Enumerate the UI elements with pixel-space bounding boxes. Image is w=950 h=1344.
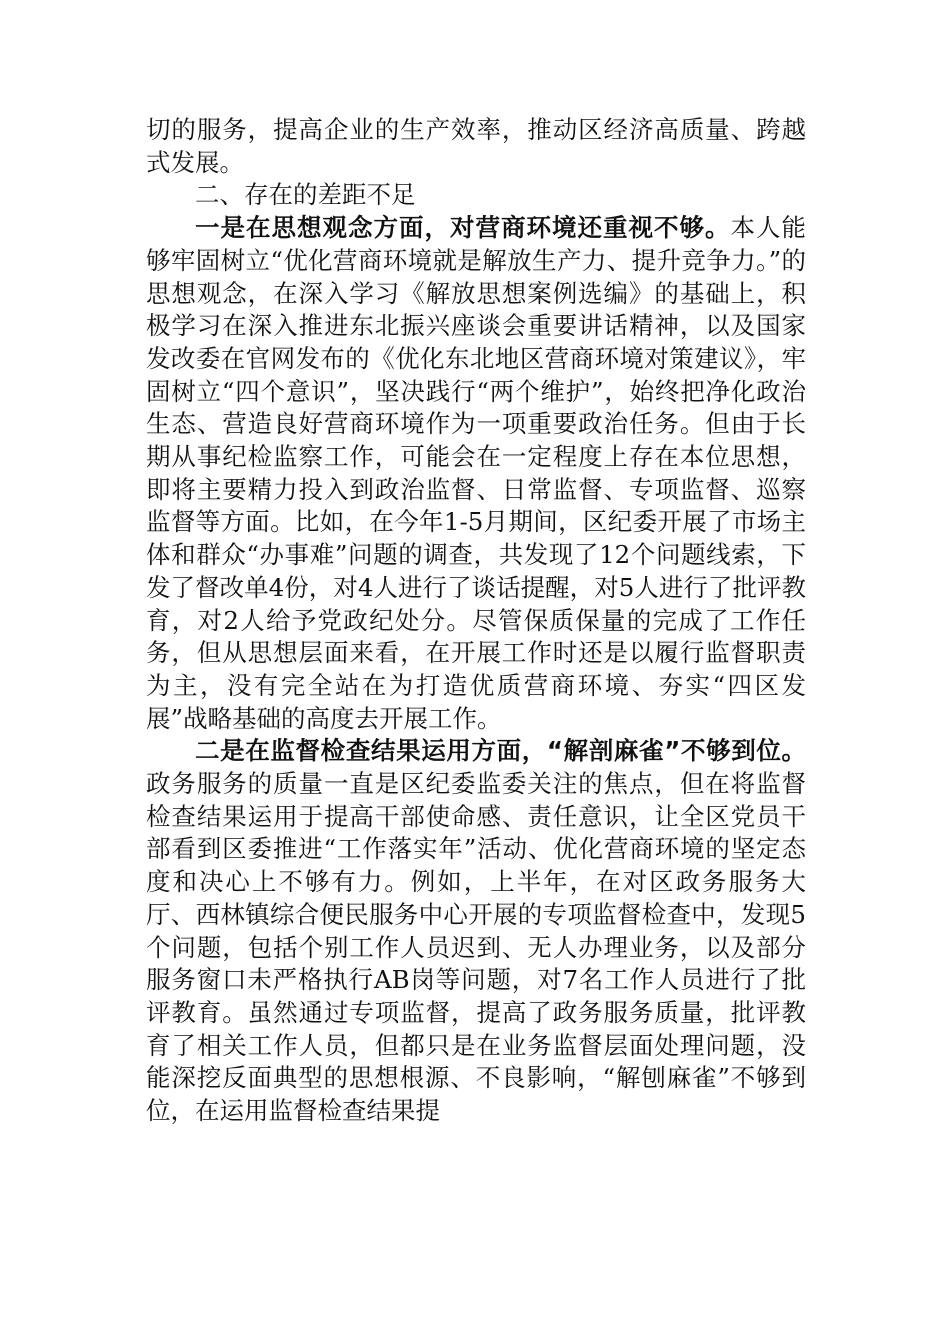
paragraph-1-lead: 一是在思想观念方面，对营商环境还重视不够。 bbox=[195, 213, 731, 243]
paragraph-2 bbox=[146, 735, 806, 1127]
paragraph-continuation: 切的服务，提高企业的生产效率，推动区经济高质量、跨越式发展。 bbox=[146, 115, 806, 177]
document-body bbox=[146, 114, 806, 1128]
section-heading: 二、存在的差距不足 bbox=[195, 180, 416, 210]
paragraph-1-text: 本人能够牢固树立“优化营商环境就是解放生产力、提升竞争力。”的思想观念，在深入学习《解放思想案例选编》的基础上，积极学习在深入推进东北振兴座谈会重要讲话精神，以及国家发改委在官网发布的《优化东北地区营商环境对策建议》，牢固树立“四个意识”，坚决践行“两个维护”，始终把净化政治生态、营造良好营商环境作为一项重要政治任务。但由于长期从事纪检监察工作，可能会在一定程度上存在本位思想，即将主要精力投入到政治监督、日常监督、专项监督、巡察监督等方面。比如，在今年1-5月期间，区纪委开展了市场主体和群众“办事难”问题的调查，共发现了12个问题线索，下发了督改单4份，对4人进行了谈话提醒，对5人进行了批评教育，对2人给予党政纪处分。尽管保质保量的完成了工作任务，但从思想层面来看，在开展工作时还是以履行监督职责为主，没有完全站在为打造优质营商环境、夯实“四区发展”战略基础的高度去开展工作。 bbox=[146, 213, 806, 733]
paragraph-1 bbox=[146, 212, 806, 735]
paragraph-2-lead: 二是在监督检查结果运用方面，“解剖麻雀”不够到位。 bbox=[195, 736, 806, 766]
paragraph-2-text: 政务服务的质量一直是区纪委监委关注的焦点，但在将监督检查结果运用于提高干部使命感、责任意识，让全区党员干部看到区委推进“工作落实年”活动、优化营商环境的坚定态度和决心上不够有力。例如，上半年，在对区政务服务大厅、西林镇综合便民服务中心开展的专项监督检查中，发现5个问题，包括个别工作人员迟到、无人办理业务，以及部分服务窗口未严格执行AB岗等问题，对7名工作人员进行了批评教育。虽然通过专项监督，提高了政务服务质量，批评教育了相关工作人员，但都只是在业务监督层面处理问题，没能深挖反面典型的思想根源、不良影响，“解刨麻雀”不够到位，在运用监督检查结果提 bbox=[146, 769, 806, 1126]
